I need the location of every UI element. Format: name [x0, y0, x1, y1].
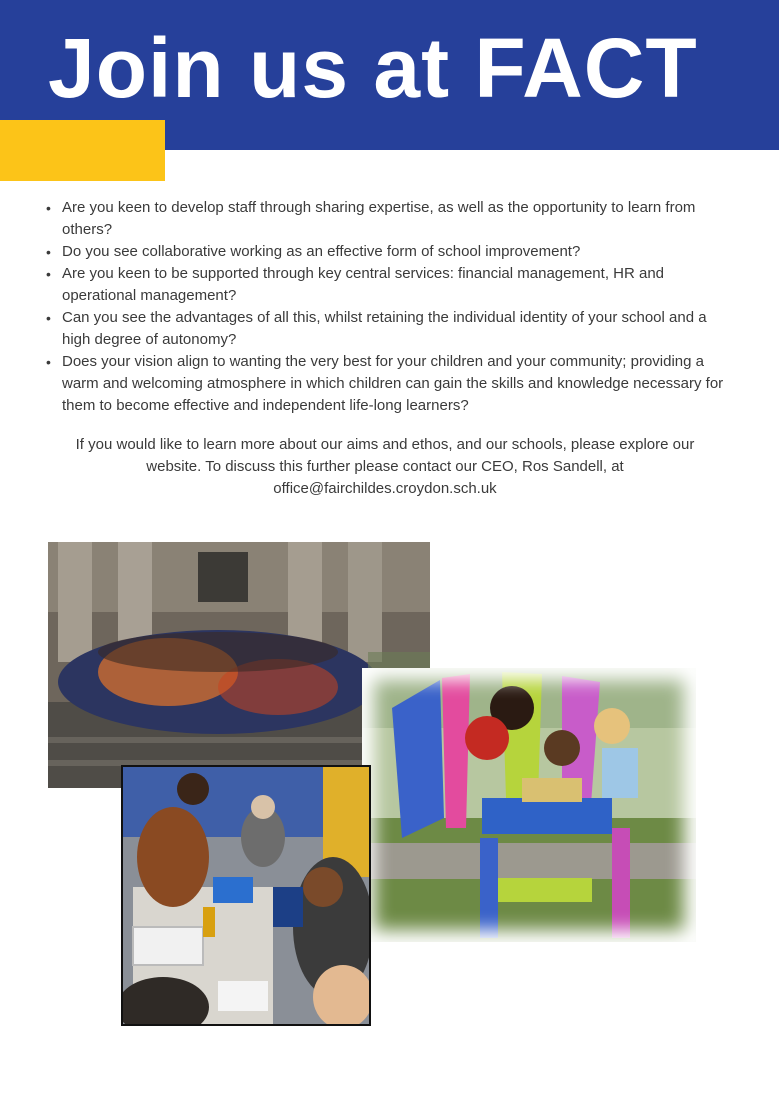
question-list — [62, 197, 732, 417]
question-item: • Can you see the advantages of all this, whilst retaining the individual identity of your school and a high degree of autonomy? — [62, 307, 732, 351]
question-item: • Are you keen to develop staff through sharing expertise, as well as the opportunity to learn from others? — [62, 197, 732, 241]
question-item: • Do you see collaborative working as an effective form of school improvement? — [62, 241, 732, 263]
question-item: • Does your vision align to wanting the very best for your children and your community; providing a warm and welcoming atmosphere in which children can gain the skills and knowledge necessary for them to become effective and independent life-long learners? — [62, 351, 732, 417]
contact-line-1: If you would like to learn more about our aims and ethos, and our schools, please explore our — [75, 436, 695, 453]
children-chair-illustration — [362, 668, 696, 942]
contact-paragraph — [40, 434, 730, 500]
classroom-illustration — [123, 767, 369, 1024]
contact-line-2: website. To discuss this further please contact our CEO, Ros Sandell, at — [146, 458, 624, 475]
page-title: Join us at FACT — [48, 21, 698, 115]
accent-bar — [0, 120, 165, 181]
photo-classroom — [121, 765, 371, 1026]
question-item: • Are you keen to be supported through key central services: financial management, HR and operational management? — [62, 263, 732, 307]
photo-children-chair — [362, 668, 696, 942]
contact-email-link[interactable]: office@fairchildes.croydon.sch.uk — [273, 480, 497, 497]
